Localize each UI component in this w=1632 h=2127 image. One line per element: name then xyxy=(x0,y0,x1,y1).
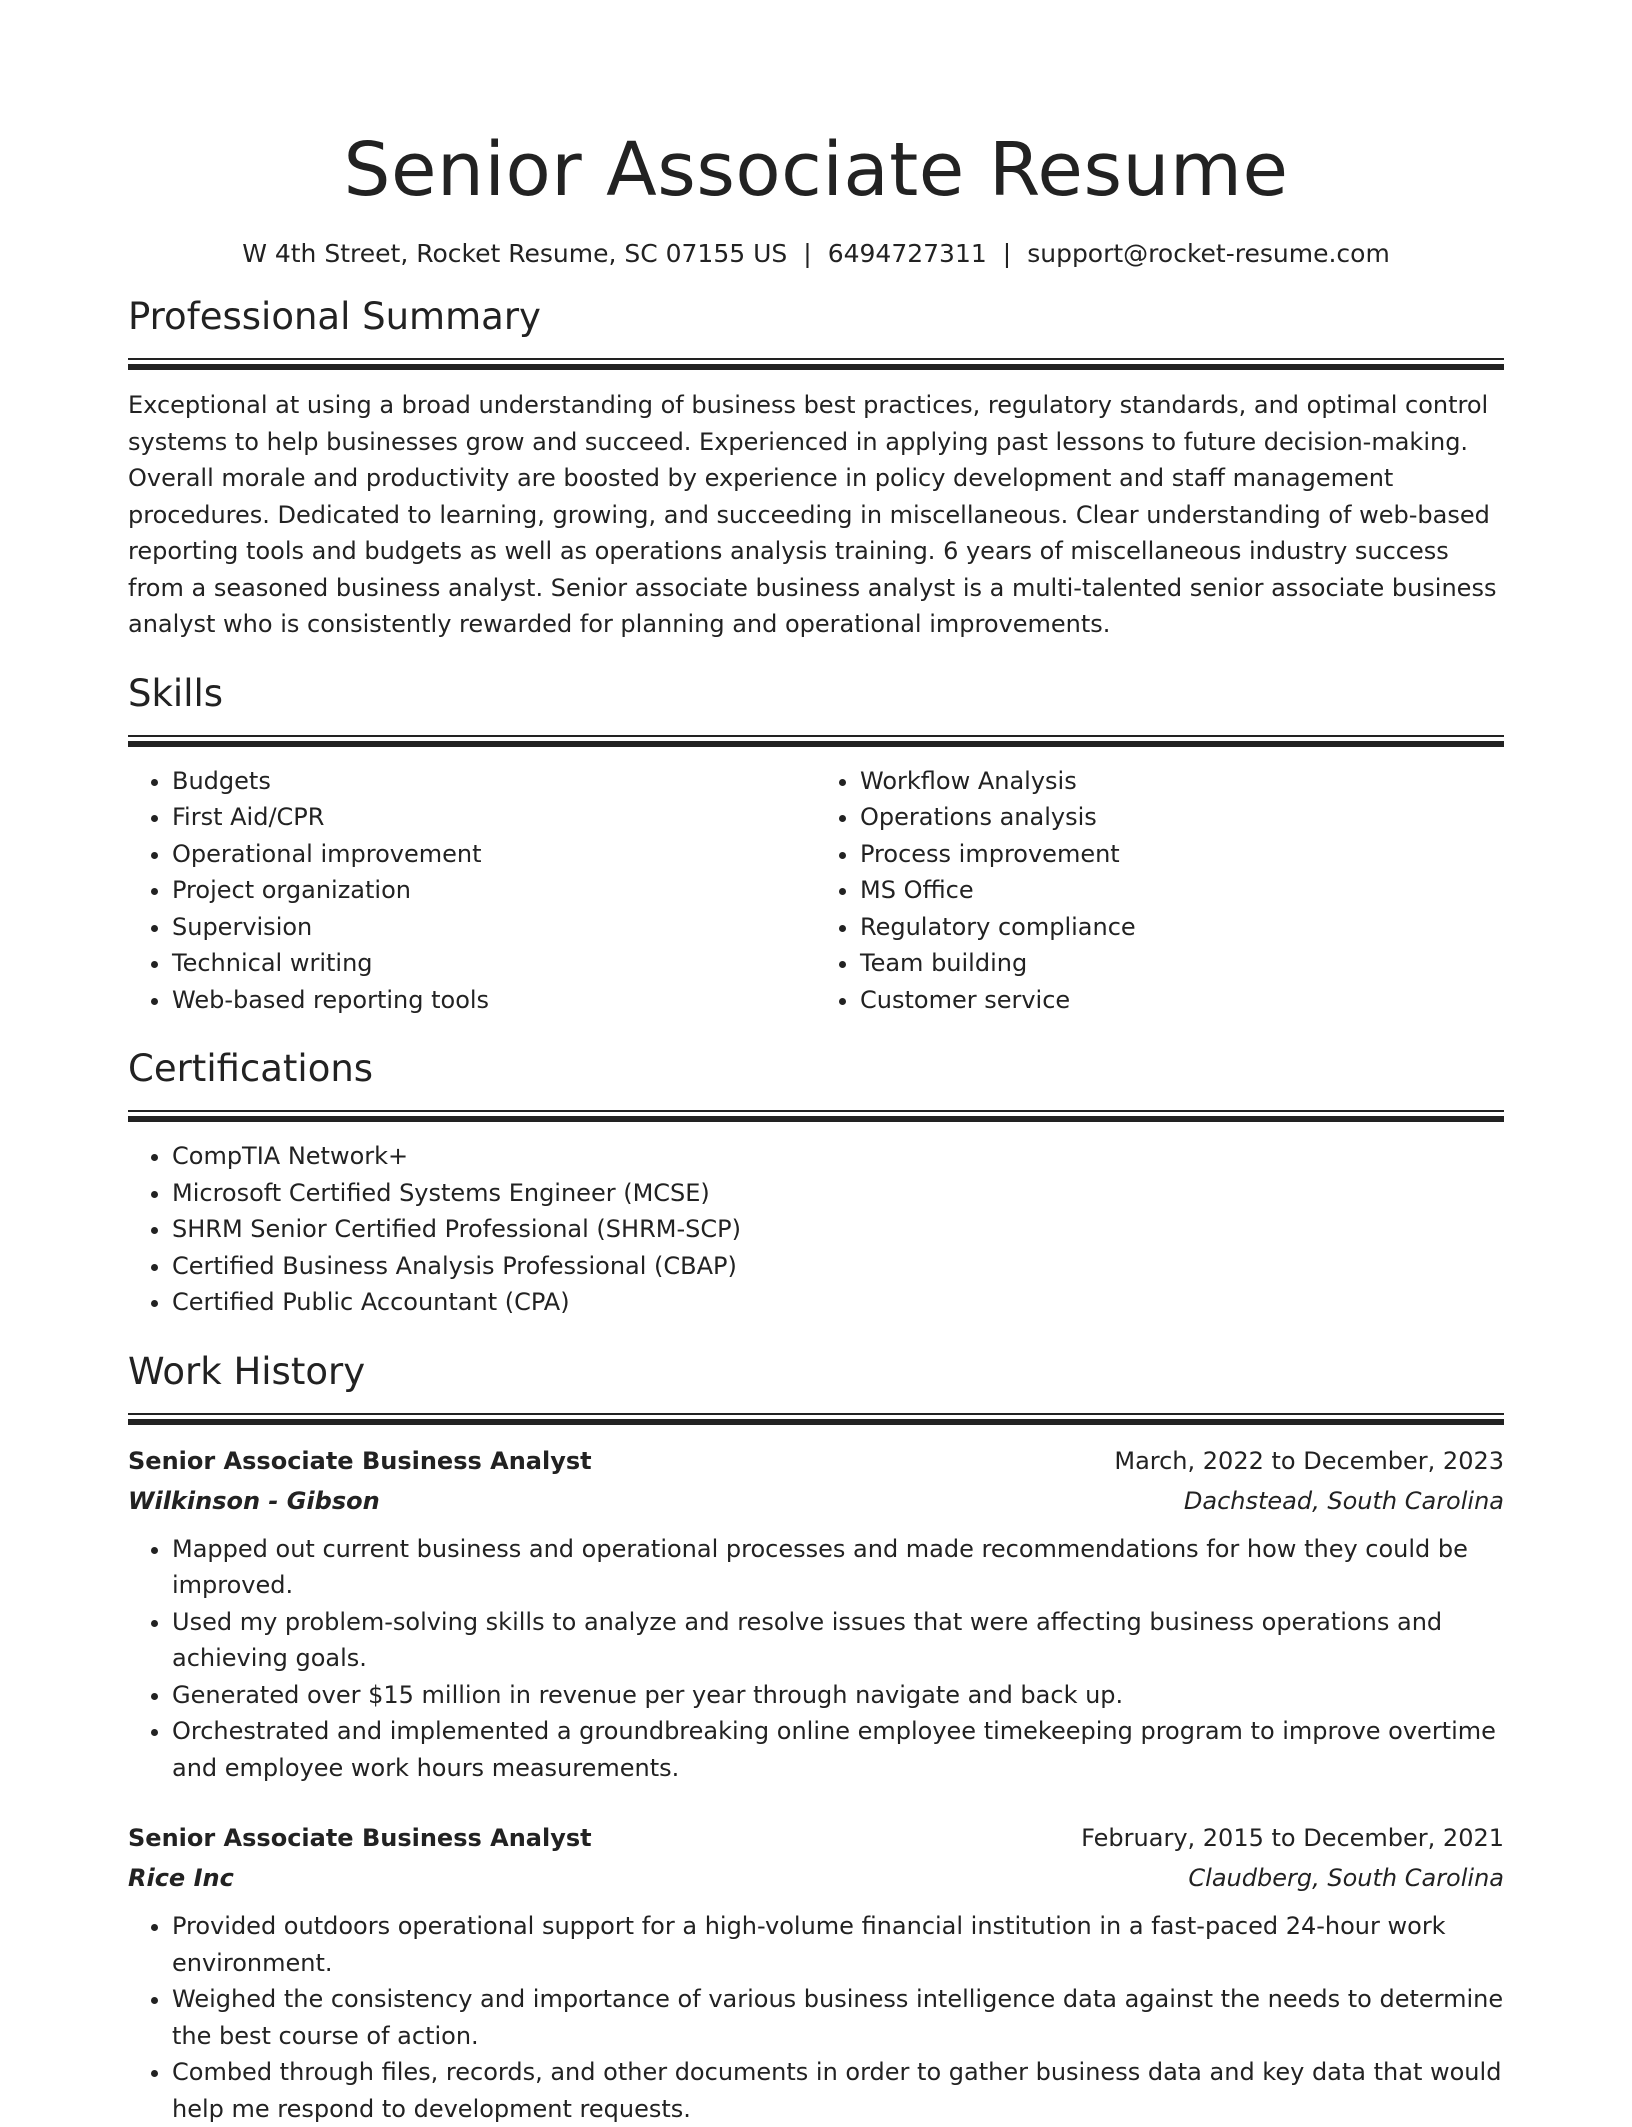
skill-item: • Regulatory compliance xyxy=(860,909,1504,946)
job-dates: February, 2015 to December, 2021 xyxy=(1081,1818,1504,1858)
work-history-section xyxy=(128,1347,1504,2127)
section-divider xyxy=(128,1413,1504,1425)
skill-item: • Team building xyxy=(860,945,1504,982)
section-heading-skills: Skills xyxy=(128,669,1504,719)
job-header-row xyxy=(128,1818,1504,1858)
job-bullet: • Orchestrated and implemented a groundbreaking online employee timekeeping program to improve overtime and employee work hours measurements. xyxy=(172,1713,1504,1786)
contact-email: support@rocket-resume.com xyxy=(1027,239,1390,268)
job-bullets xyxy=(128,1531,1504,1787)
job-title: Senior Associate Business Analyst xyxy=(128,1818,592,1858)
contact-separator: | xyxy=(803,236,811,272)
job-title: Senior Associate Business Analyst xyxy=(128,1441,592,1481)
job-bullet: • Provided outdoors operational support for a high-volume financial institution in a fast-paced 24-hour work environment. xyxy=(172,1908,1504,1981)
skill-item: • Operations analysis xyxy=(860,799,1504,836)
contact-address: W 4th Street, Rocket Resume, SC 07155 US xyxy=(242,239,787,268)
skill-item: • Customer service xyxy=(860,982,1504,1019)
job-company: Wilkinson - Gibson xyxy=(128,1481,380,1521)
skill-item: • Supervision xyxy=(172,909,816,946)
job-dates: March, 2022 to December, 2023 xyxy=(1114,1441,1504,1481)
certification-item: • Microsoft Certified Systems Engineer (MCSE) xyxy=(172,1175,1504,1212)
skill-item: • Budgets xyxy=(172,763,816,800)
job-bullet: • Mapped out current business and operational processes and made recommendations for how they could be improved. xyxy=(172,1531,1504,1604)
skills-list-left xyxy=(128,763,816,1019)
job-location: Claudberg, South Carolina xyxy=(1188,1858,1504,1898)
skill-item: • Web-based reporting tools xyxy=(172,982,816,1019)
job-bullet: • Weighed the consistency and importance of various business intelligence data against the needs to determine the best course of action. xyxy=(172,1981,1504,2054)
summary-text: Exceptional at using a broad understanding of business best practices, regulatory standards, and optimal control systems to help businesses grow and succeed. Experienced in applying past lessons to future decision-making. Overall morale and productivity are boosted by experience in policy development and staff management procedures. Dedicated to learning, growing, and succeeding in miscellaneous. Clear understanding of web-based reporting tools and budgets as well as operations analysis training. 6 years of miscellaneous industry success from a seasoned business analyst. Senior associate business analyst is a multi-talented senior associate business analyst who is consistently rewarded for planning and operational improvements. xyxy=(128,387,1504,643)
skill-item: • Project organization xyxy=(172,872,816,909)
section-divider xyxy=(128,1110,1504,1122)
skill-item: • First Aid/CPR xyxy=(172,799,816,836)
skill-item: • Workflow Analysis xyxy=(860,763,1504,800)
section-heading-summary: Professional Summary xyxy=(128,292,1504,342)
skills-section xyxy=(128,669,1504,1019)
skill-item: • Operational improvement xyxy=(172,836,816,873)
contact-separator: | xyxy=(1003,236,1011,272)
job-location: Dachstead, South Carolina xyxy=(1184,1481,1504,1521)
certification-item: • CompTIA Network+ xyxy=(172,1138,1504,1175)
certification-item: • Certified Business Analysis Professional (CBAP) xyxy=(172,1248,1504,1285)
job-bullet: • Combed through files, records, and other documents in order to gather business data and key data that would help me respond to development requests. xyxy=(172,2054,1504,2127)
contact-line xyxy=(128,236,1504,272)
job-entry xyxy=(128,1441,1504,1787)
skill-item: • MS Office xyxy=(860,872,1504,909)
skill-item: • Technical writing xyxy=(172,945,816,982)
certification-item: • Certified Public Accountant (CPA) xyxy=(172,1284,1504,1321)
skill-item: • Process improvement xyxy=(860,836,1504,873)
job-bullet: • Used my problem-solving skills to analyze and resolve issues that were affecting business operations and achieving goals. xyxy=(172,1604,1504,1677)
certifications-list xyxy=(128,1138,1504,1321)
contact-phone: 6494727311 xyxy=(828,239,987,268)
professional-summary-section xyxy=(128,292,1504,643)
section-heading-work-history: Work History xyxy=(128,1347,1504,1397)
resume-title: Senior Associate Resume xyxy=(128,0,1504,222)
section-divider xyxy=(128,358,1504,370)
job-company-row xyxy=(128,1481,1504,1521)
job-header-row xyxy=(128,1441,1504,1481)
skills-columns xyxy=(128,763,1504,1019)
job-bullets xyxy=(128,1908,1504,2127)
section-divider xyxy=(128,735,1504,747)
job-company-row xyxy=(128,1858,1504,1898)
job-company: Rice Inc xyxy=(128,1858,234,1898)
certification-item: • SHRM Senior Certified Professional (SHRM-SCP) xyxy=(172,1211,1504,1248)
certifications-section xyxy=(128,1044,1504,1321)
job-entry xyxy=(128,1818,1504,2127)
job-bullet: • Generated over $15 million in revenue per year through navigate and back up. xyxy=(172,1677,1504,1714)
skills-list-right xyxy=(816,763,1504,1019)
section-heading-certifications: Certifications xyxy=(128,1044,1504,1094)
